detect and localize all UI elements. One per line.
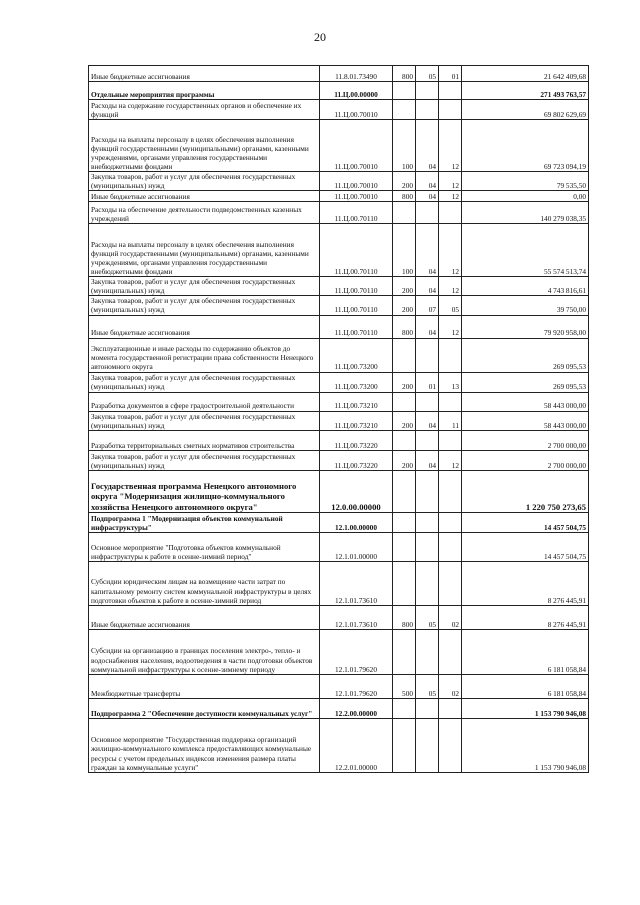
budget-item-name: Субсидии на организацию в границах поселения электро-, тепло- и водоснабжения населения, водоотведения в части подготовки объектов коммунальной инфраструктуры к осенне-зимнему периоду [89, 629, 320, 674]
amount-value: 69 802 629,69 [462, 100, 589, 120]
budget-item-name: Иные бюджетные ассигнования [89, 66, 320, 82]
subsection-code [439, 430, 462, 450]
target-article-code: 11.Ц.00.73220 [320, 430, 393, 450]
target-article-code: 11.Ц.00.73210 [320, 411, 393, 430]
budget-item-name: Закупка товаров, работ и услуг для обеспечения государственных (муниципальных) нужд [89, 411, 320, 430]
amount-value: 14 457 504,75 [462, 512, 589, 532]
expense-type-code [393, 202, 416, 224]
budget-item-name: Расходы на содержание государственных органов и обеспечение их функций [89, 100, 320, 120]
section-code [416, 470, 439, 512]
budget-item-name: Иные бюджетные ассигнования [89, 191, 320, 202]
table-row [89, 224, 589, 277]
subsection-code [439, 512, 462, 532]
budget-item-name: Иные бюджетные ассигнования [89, 315, 320, 338]
table-row [89, 338, 589, 372]
expense-type-code [393, 698, 416, 718]
table-row [89, 470, 589, 512]
target-article-code: 11.Ц.00.70110 [320, 315, 393, 338]
page-number: 20 [314, 30, 326, 44]
amount-value: 2 700 000,00 [462, 450, 589, 470]
subsection-code [439, 100, 462, 120]
section-code [416, 512, 439, 532]
target-article-code: 12.1.01.73610 [320, 561, 393, 605]
expense-type-code [393, 532, 416, 561]
target-article-code: 11.Ц.00.70110 [320, 277, 393, 296]
section-code: 04 [416, 224, 439, 277]
subsection-code [439, 561, 462, 605]
section-code [416, 561, 439, 605]
table-row [89, 411, 589, 430]
expense-type-code [393, 430, 416, 450]
target-article-code: 12.1.00.00000 [320, 512, 393, 532]
amount-value: 79 920 958,00 [462, 315, 589, 338]
expense-type-code [393, 561, 416, 605]
amount-value: 14 457 504,75 [462, 532, 589, 561]
budget-item-name: Расходы на выплаты персоналу в целях обеспечения выполнения функций государственными (муниципальными) органами, казенными учреждениями, органами управления государственными внебюджетными фондами [89, 120, 320, 172]
subsection-code: 12 [439, 315, 462, 338]
amount-value: 39 750,00 [462, 296, 589, 315]
budget-item-name: Закупка товаров, работ и услуг для обеспечения государственных (муниципальных) нужд [89, 372, 320, 392]
section-code: 04 [416, 172, 439, 191]
table-row [89, 82, 589, 100]
subsection-code: 12 [439, 120, 462, 172]
target-article-code: 11.Ц.00.70110 [320, 296, 393, 315]
budget-item-name: Подпрограмма 1 "Модернизация объектов коммунальной инфраструктуры" [89, 512, 320, 532]
table-row [89, 191, 589, 202]
section-code: 04 [416, 450, 439, 470]
amount-value: 8 276 445,91 [462, 561, 589, 605]
table-row [89, 718, 589, 772]
budget-item-name: Закупка товаров, работ и услуг для обеспечения государственных (муниципальных) нужд [89, 450, 320, 470]
amount-value: 55 574 513,74 [462, 224, 589, 277]
subsection-code [439, 338, 462, 372]
section-code: 04 [416, 315, 439, 338]
amount-value: 6 181 058,84 [462, 629, 589, 674]
target-article-code: 11.Ц.00.70010 [320, 172, 393, 191]
table-row [89, 629, 589, 674]
section-code [416, 718, 439, 772]
section-code [416, 532, 439, 561]
expense-type-code: 800 [393, 605, 416, 629]
amount-value: 79 535,50 [462, 172, 589, 191]
amount-value: 8 276 445,91 [462, 605, 589, 629]
subsection-code: 12 [439, 191, 462, 202]
subsection-code: 11 [439, 411, 462, 430]
table-row [89, 674, 589, 698]
budget-item-name: Закупка товаров, работ и услуг для обеспечения государственных (муниципальных) нужд [89, 172, 320, 191]
subsection-code [439, 718, 462, 772]
target-article-code: 11.Ц.00.70110 [320, 202, 393, 224]
amount-value: 4 743 816,61 [462, 277, 589, 296]
table-row [89, 372, 589, 392]
section-code [416, 100, 439, 120]
target-article-code: 11.Ц.00.73200 [320, 338, 393, 372]
amount-value: 1 153 790 946,08 [462, 698, 589, 718]
target-article-code: 12.2.00.00000 [320, 698, 393, 718]
target-article-code: 12.0.00.00000 [320, 470, 393, 512]
expense-type-code [393, 338, 416, 372]
table-row [89, 296, 589, 315]
expense-type-code: 200 [393, 172, 416, 191]
amount-value: 58 443 000,00 [462, 392, 589, 411]
table-row [89, 561, 589, 605]
expense-type-code: 200 [393, 450, 416, 470]
table-row [89, 100, 589, 120]
budget-item-name: Расходы на выплаты персоналу в целях обеспечения выполнения функций государственными (муниципальными) органами, казенными учреждениями, органами управления государственными внебюджетными фондами [89, 224, 320, 277]
target-article-code: 11.Ц.00.73220 [320, 450, 393, 470]
subsection-code [439, 202, 462, 224]
table-row [89, 66, 589, 82]
subsection-code: 02 [439, 674, 462, 698]
section-code [416, 82, 439, 100]
subsection-code [439, 629, 462, 674]
expense-type-code: 200 [393, 296, 416, 315]
expense-type-code [393, 82, 416, 100]
budget-item-name: Разработка территориальных сметных нормативов строительства [89, 430, 320, 450]
expense-type-code [393, 629, 416, 674]
expense-type-code: 200 [393, 372, 416, 392]
budget-item-name: Отдельные мероприятия программы [89, 82, 320, 100]
target-article-code: 12.1.01.79620 [320, 629, 393, 674]
amount-value: 140 279 038,35 [462, 202, 589, 224]
budget-item-name: Эксплуатационные и иные расходы по содержанию объектов до момента государственной регистрации права собственности Ненецкого автономного округа [89, 338, 320, 372]
subsection-code: 12 [439, 277, 462, 296]
subsection-code: 01 [439, 66, 462, 82]
subsection-code [439, 82, 462, 100]
expense-type-code: 200 [393, 277, 416, 296]
amount-value: 271 493 763,57 [462, 82, 589, 100]
subsection-code [439, 470, 462, 512]
table-row [89, 202, 589, 224]
target-article-code: 12.2.01.00000 [320, 718, 393, 772]
table-row [89, 450, 589, 470]
target-article-code: 11.Ц.00.73200 [320, 372, 393, 392]
table-row [89, 605, 589, 629]
budget-item-name: Расходы на обеспечение деятельности подведомственных казенных учреждений [89, 202, 320, 224]
budget-table-body [89, 66, 589, 773]
table-row [89, 392, 589, 411]
target-article-code: 12.1.01.73610 [320, 605, 393, 629]
section-code [416, 392, 439, 411]
expense-type-code: 800 [393, 191, 416, 202]
budget-item-name: Иные бюджетные ассигнования [89, 605, 320, 629]
expense-type-code [393, 512, 416, 532]
subsection-code: 13 [439, 372, 462, 392]
section-code [416, 202, 439, 224]
section-code [416, 430, 439, 450]
amount-value: 6 181 058,84 [462, 674, 589, 698]
expense-type-code: 200 [393, 411, 416, 430]
section-code: 07 [416, 296, 439, 315]
target-article-code: 11.Ц.00.73210 [320, 392, 393, 411]
amount-value: 2 700 000,00 [462, 430, 589, 450]
section-code: 05 [416, 605, 439, 629]
expense-type-code: 100 [393, 120, 416, 172]
target-article-code: 11.Ц.00.70010 [320, 191, 393, 202]
table-row [89, 172, 589, 191]
expense-type-code [393, 718, 416, 772]
budget-item-name: Межбюджетные трансферты [89, 674, 320, 698]
target-article-code: 11.Ц.00.70110 [320, 224, 393, 277]
amount-value: 58 443 000,00 [462, 411, 589, 430]
expense-type-code [393, 470, 416, 512]
budget-item-name: Государственная программа Ненецкого автономного округа "Модернизация жилищно-коммунального хозяйства Ненецкого автономного округа" [89, 470, 320, 512]
section-code: 05 [416, 674, 439, 698]
target-article-code: 11.Ц.00.00000 [320, 82, 393, 100]
subsection-code: 12 [439, 224, 462, 277]
budget-item-name: Субсидии юридическим лицам на возмещение части затрат по капитальному ремонту систем коммунальной инфраструктуры в целях подготовки объектов к работе в осенне-зимний период [89, 561, 320, 605]
amount-value: 269 095,53 [462, 372, 589, 392]
budget-item-name: Подпрограмма 2 "Обеспечение доступности коммунальных услуг" [89, 698, 320, 718]
amount-value: 21 642 409,68 [462, 66, 589, 82]
subsection-code: 12 [439, 450, 462, 470]
budget-item-name: Закупка товаров, работ и услуг для обеспечения государственных (муниципальных) нужд [89, 277, 320, 296]
subsection-code: 02 [439, 605, 462, 629]
budget-item-name: Разработка документов в сфере градостроительной деятельности [89, 392, 320, 411]
expense-type-code: 100 [393, 224, 416, 277]
subsection-code [439, 532, 462, 561]
expense-type-code [393, 392, 416, 411]
table-row [89, 532, 589, 561]
target-article-code: 12.1.01.79620 [320, 674, 393, 698]
expense-type-code: 800 [393, 66, 416, 82]
section-code: 04 [416, 411, 439, 430]
target-article-code: 11.Ц.00.70010 [320, 120, 393, 172]
amount-value: 0,00 [462, 191, 589, 202]
section-code [416, 629, 439, 674]
table-row [89, 698, 589, 718]
section-code: 05 [416, 66, 439, 82]
subsection-code [439, 698, 462, 718]
subsection-code: 05 [439, 296, 462, 315]
budget-item-name: Основное мероприятие "Подготовка объектов коммунальной инфраструктуры к работе в осенне-зимний период" [89, 532, 320, 561]
target-article-code: 11.8.01.73490 [320, 66, 393, 82]
amount-value: 69 723 094,19 [462, 120, 589, 172]
table-row [89, 315, 589, 338]
table-row [89, 430, 589, 450]
budget-item-name: Закупка товаров, работ и услуг для обеспечения государственных (муниципальных) нужд [89, 296, 320, 315]
target-article-code: 11.Ц.00.70010 [320, 100, 393, 120]
amount-value: 1 220 750 273,65 [462, 470, 589, 512]
section-code: 04 [416, 191, 439, 202]
section-code [416, 338, 439, 372]
target-article-code: 12.1.01.00000 [320, 532, 393, 561]
section-code: 04 [416, 120, 439, 172]
amount-value: 1 153 790 946,08 [462, 718, 589, 772]
table-row [89, 277, 589, 296]
expense-type-code: 500 [393, 674, 416, 698]
subsection-code [439, 392, 462, 411]
budget-table [88, 65, 589, 773]
subsection-code: 12 [439, 172, 462, 191]
expense-type-code: 800 [393, 315, 416, 338]
table-row [89, 120, 589, 172]
budget-item-name: Основное мероприятие "Государственная поддержка организаций жилищно-коммунального комплекса предоставляющих коммунальные ресурсы с учетом предельных индексов изменения размера платы граждан за коммунальные услуги" [89, 718, 320, 772]
section-code [416, 698, 439, 718]
section-code: 01 [416, 372, 439, 392]
expense-type-code [393, 100, 416, 120]
section-code: 04 [416, 277, 439, 296]
table-row [89, 512, 589, 532]
amount-value: 269 095,53 [462, 338, 589, 372]
